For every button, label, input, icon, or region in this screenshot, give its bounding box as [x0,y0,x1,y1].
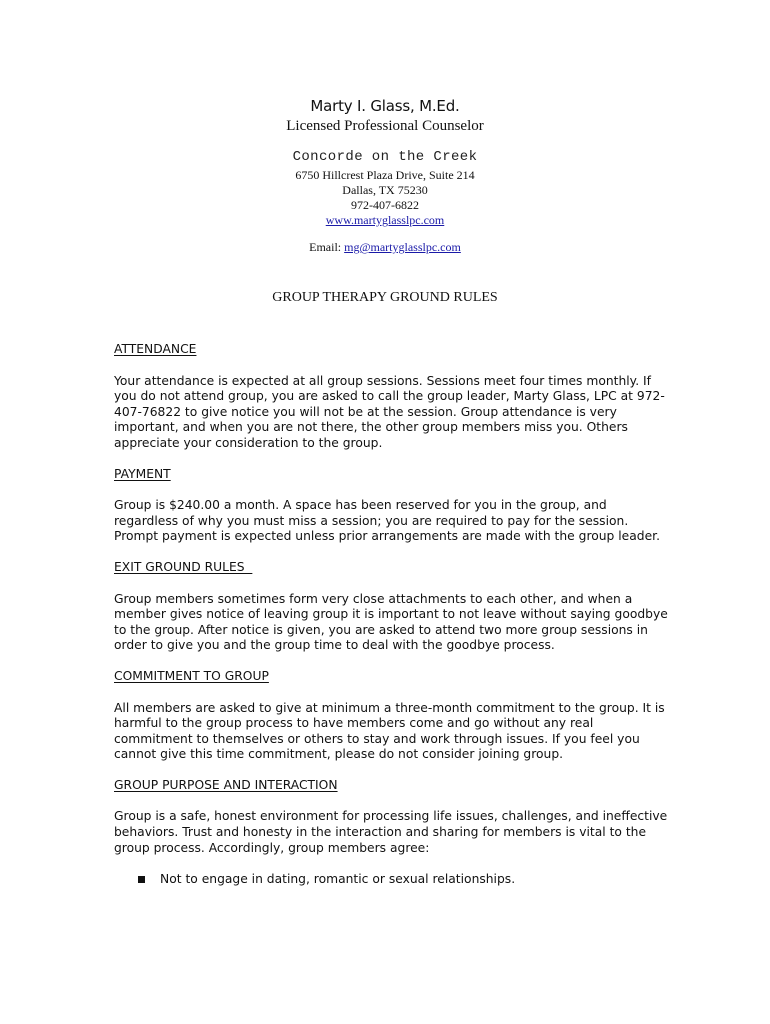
counselor-title: Licensed Professional Counselor [286,118,484,134]
document-body [114,342,674,888]
email-link[interactable]: mg@martyglasslpc.com [344,240,461,254]
section-heading: GROUP PURPOSE AND INTERACTION [114,777,338,792]
email-label: Email: [309,240,345,254]
section-heading: ATTENDANCE [114,342,197,356]
website-line [0,213,770,228]
section-paragraph: Group is a safe, honest environment for processing life issues, challenges, and ineffective behaviors. Trust and honesty in the interaction and sharing for members is vital to the group process. Accordingly, group members agree: [114,809,668,855]
section-heading: PAYMENT [114,466,171,481]
section-attendance [114,342,674,452]
square-bullet-icon [138,876,145,883]
email-line [0,240,770,255]
counselor-name: Marty I. Glass, M.Ed. [310,97,460,115]
address-line-1: 6750 Hillcrest Plaza Drive, Suite 214 [295,168,475,182]
phone-number: 972-407-6822 [351,198,419,212]
practice-name: Concorde on the Creek [292,149,478,165]
section-commitment [114,669,674,763]
list-item-text: Not to engage in dating, romantic or sexual relationships. [160,872,516,887]
section-paragraph: Group is $240.00 a month. A space has been reserved for you in the group, and regardless of why you must miss a session; you are required to pay for the session. Prompt payment is expected unless prior arrangements are made with the group leader. [114,498,660,544]
list-item [114,872,674,888]
section-exit-ground-rules [114,560,674,654]
document-title: GROUP THERAPY GROUND RULES [272,290,498,305]
agreement-list [114,872,674,888]
section-group-purpose [114,778,674,888]
section-paragraph: Your attendance is expected at all group sessions. Sessions meet four times monthly. If you do not attend group, you are asked to call the group leader, Marty Glass, LPC at 972-407-76822 to give notice you will not be at the session. Group attendance is very important, and when you are not there, the other group members miss you. Others appreciate your consideration to the group. [114,373,665,450]
section-payment [114,467,674,545]
address-line-2: Dallas, TX 75230 [342,183,428,197]
letterhead [0,96,770,255]
section-paragraph: All members are asked to give at minimum a three-month commitment to the group. It is harmful to the group process to have members come and go without any real commitment to themselves or others to stay and work through issues. If you feel you cannot give this time commitment, please do not consider joining group. [114,700,665,762]
section-heading: COMMITMENT TO GROUP [114,668,269,683]
website-link[interactable]: www.martyglasslpc.com [325,213,445,227]
section-paragraph: Group members sometimes form very close attachments to each other, and when a member gives notice of leaving group it is important to not leave without saying goodbye to the group. After notice is given, you are asked to attend two more group sessions in order to give you and the group time to deal with the goodbye process. [114,591,668,653]
section-heading: EXIT GROUND RULES [114,559,253,574]
